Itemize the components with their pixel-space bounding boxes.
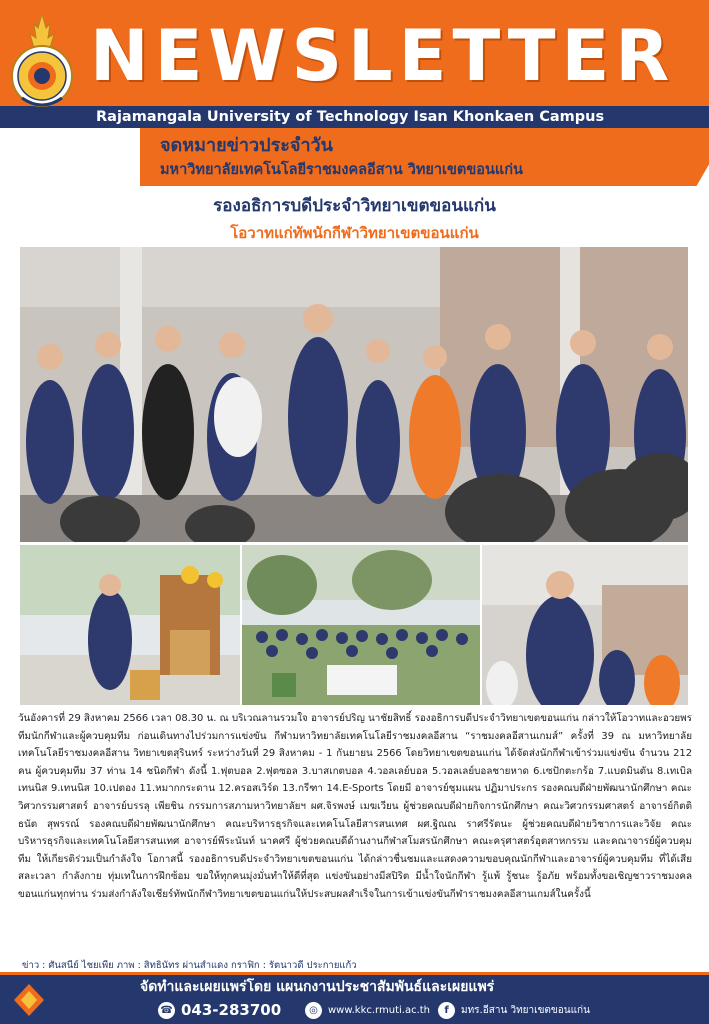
facebook-page[interactable]: มทร.อีสาน วิทยาเขตขอนแก่น — [461, 1004, 590, 1016]
speaker-photo — [482, 545, 688, 705]
campus-subtitle: Rajamangala University of Technology Isan Khonkaen Campus — [96, 109, 605, 125]
university-name-thai: มหาวิทยาลัยเทคโนโลยีราชมงคลอีสาน วิทยาเขตขอนแก่น — [160, 162, 523, 178]
article-credits: ข่าว : ศันสนีย์ ไชยเพีย ภาพ : สิทธินัทร ผ่านสำแดง กราฟิก : รัตนาวดี ประกายแก้ว — [22, 960, 357, 971]
article-subheadline: โอวาทแก่ทัพนักกีฬาวิทยาเขตขอนแก่น — [230, 224, 479, 242]
article-body: วันอังคารที่ 29 สิงหาคม 2566 เวลา 08.30 น. ณ บริเวณลานรวมใจ อาจารย์ปริญ นาชัยสิทธิ์ รองอธิการบดีประจำวิทยาเขตขอนแก่น กล่าวให้โอวาทและอวยพร ทีมนักกีฬาและผู้ควบคุมทีม ก่อนเดินทางไปร่วมการแข่งขัน กีฬามหาวิทยาลัยเทคโนโลยีราชมงคลอีสาน “ราชมงคลอีสานเกมส์” ครั้งที่ 39 ณ มหาวิทยาลัยเทคโนโลยีราชมงคลอีสาน วิทยาเขตสุรินทร์ ระหว่างวันที่ 29 สิงหาคม - 1 กันยายน 2566 โดยวิทยาเขตขอนแก่น ได้จัดส่งนักกีฬาเข้าร่วมแข่งขัน จำนวน 212 คน ผู้ควบคุมทีม 37 ท่าน 14 ชนิดกีฬา ดังนี้ 1.ฟุตบอล 2.ฟุตซอล 3.บาสเกตบอล 4.วอลเลย์บอล 5.วอลเลย์บอลชายหาด 6.เซปักตะกร้อ 7.แบดมินตัน 8.เทเบิลเทนนิส 9.เทนนิส 10.เปตอง 11.หมากกระดาน 12.ครอสเวิร์ด 13.กรีฑา 14.E-Sports โดยมี อาจารย์ชุมแผน ปฏิมาประกร รองคณบดีฝ่ายพัฒนานักศึกษา คณะวิศวกรรมศาสตร์ อาจารย์บรรลุ เพียชิน กรรมการสภามหาวิทยาลัยฯ ผศ.จิรพงษ์ เมฆเวียน ผู้ช่วยคณบดีฝ่ายกิจการนักศึกษา คณะวิศวกรรมศาสตร์ อาจารย์กิตติธนัต สุพรรณ์ รองคณบดีฝ่ายพัฒนานักศึกษา คณะบริหารธุรกิจและเทคโนโลยีสารสนเทศ ผศ.ฐิณณ ราศรีรัตนะ ผู้ช่วยคณบดีฝ่ายวิชาการและวิจัย คณะบริหารธุรกิจและเทคโนโลยีสารสนเทศ อาจารย์พีระนันท์ นาคศรี ผู้ช่วยคณบดีด้านงานกีฬาสโมสรนักศึกษา คณะครุศาสตร์อุตสาหกรรม และคณาจารย์ผู้ควบคุมทีม ให้เกียรติร่วมเป็นกำลังใจ โอกาสนี้ รองอธิการบดีประจำวิทยาเขตขอนแก่น ได้กล่าวชื่นชมและแสดงความขอบคุณนักกีฬาและอาจารย์ผู้ควบคุมทีม ที่ได้เสียสละเวลา กำลังกาย ทุ่มเทในการฝึกซ้อม ขอให้ทุกคนมุ่งมั่นทำให้ดีที่สุด แข่งขันอย่างมีสปิริต มีน้ำใจนักกีฬา รู้แพ้ รู้ชนะ รู้อภัย พร้อมทั้งขอเชิญชาวราชมงคลขอนแก่นทุกท่าน ร่วมส่งกำลังใจเชียร์ทัพนักกีฬาวิทยาเขตขอนแก่นให้ประสบผลสำเร็จในการเข้าแข่งขันกีฬาราชมงคลอีสานเกมส์ในครั้งนี้ — [18, 713, 692, 900]
daily-news-label: จดหมายข่าวประจำวัน — [160, 135, 333, 156]
ceremony-photo — [20, 545, 240, 705]
header-white-corner — [0, 128, 140, 186]
footer-facebook[interactable] — [438, 1000, 590, 1020]
footer-phone — [158, 1000, 281, 1020]
phone-number: 043-283700 — [181, 1001, 282, 1019]
footer-website[interactable] — [305, 1000, 430, 1020]
article-headline: รองอธิการบดีประจำวิทยาเขตขอนแก่น — [213, 196, 496, 216]
facebook-icon: f — [438, 1002, 455, 1019]
footer-publisher: จัดทำและเผยแพร่โดย แผนกงานประชาสัมพันธ์และเผยแพร่ — [140, 979, 495, 995]
phone-icon: ☎ — [158, 1002, 175, 1019]
footer-accent-line — [0, 972, 709, 975]
globe-icon: ◎ — [305, 1002, 322, 1019]
crowd-photo — [242, 545, 480, 705]
main-group-photo — [20, 247, 688, 542]
department-logo-icon — [12, 982, 46, 1018]
newsletter-title: NEWSLETTER — [90, 15, 676, 97]
website-url[interactable]: www.kkc.rmuti.ac.th — [328, 1004, 431, 1016]
university-seal-icon — [10, 14, 74, 114]
